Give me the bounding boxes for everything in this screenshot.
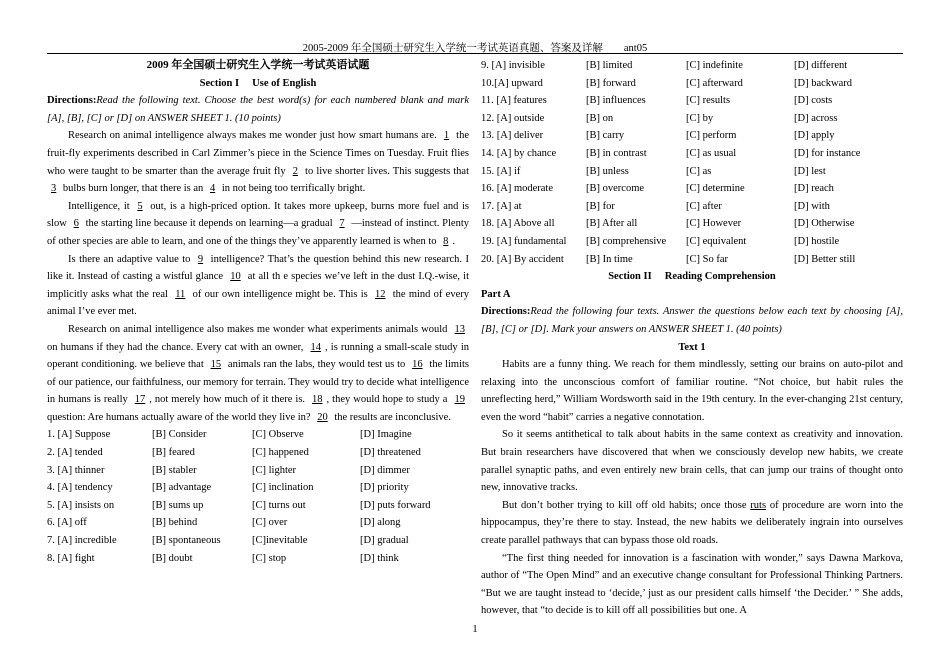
option-row: 2. [A] tended [B] feared [C] happened [D] threatened xyxy=(47,447,421,459)
blank-17: 17 xyxy=(134,394,146,406)
section2-title: Section II Reading Comprehension xyxy=(608,271,776,283)
blank-9: 9 xyxy=(197,253,204,265)
part-a-heading: Part A xyxy=(481,288,511,300)
option-row: 14. [A] by chance [B] in contrast [C] as usual [D] for instance xyxy=(481,147,861,159)
option-row: 8. [A] fight [B] doubt [C] stop [D] think xyxy=(47,552,399,564)
option-row: 6. [A] off [B] behind [C] over [D] along xyxy=(47,517,401,529)
right-column xyxy=(481,57,903,620)
blank-8: 8 xyxy=(443,235,449,247)
directions-label: Directions: xyxy=(47,95,97,107)
options-list-left xyxy=(47,426,469,567)
blank-6: 6 xyxy=(73,218,79,230)
option-row: 3. [A] thinner [B] stabler [C] lighter [D] dimmer xyxy=(47,464,410,476)
option-row: 19. [A] fundamental [B] comprehensive [C] equivalent [D] hostile xyxy=(481,235,840,247)
underlined-word: ruts xyxy=(750,499,767,511)
blank-4: 4 xyxy=(209,183,216,195)
header-rule xyxy=(47,53,903,54)
directions-text: Read the following four texts. Answer the questions below each text by choosing [A], [B], [C] or [D]. Mark your answers on ANSWER SHEET 1. (40 points) xyxy=(481,306,903,335)
option-row: 16. [A] moderate [B] overcome [C] determine [D] reach xyxy=(481,183,834,195)
option-row: 1. [A] Suppose [B] Consider [C] Observe [D] Imagine xyxy=(47,429,412,441)
option-row: 7. [A] incredible [B] spontaneous [C]inevitable [D] gradual xyxy=(47,535,409,547)
blank-11: 11 xyxy=(175,288,186,300)
blank-20: 20 xyxy=(317,411,328,423)
option-row: 18. [A] Above all [B] After all [C] However [D] Otherwise xyxy=(481,218,855,230)
blank-14: 14 xyxy=(310,341,322,353)
option-row: 11. [A] features [B] influences [C] results [D] costs xyxy=(481,95,833,107)
directions-label: Directions: xyxy=(481,306,531,318)
blank-19: 19 xyxy=(454,394,465,406)
passage-paragraph-3: Is there an adaptive value to 9 intelligence? That’s the question behind this new research. I like it. Instead of casting a wistful glance 10 at all th e species we’ve left in the dust I.Q.-wise, it implicitly asks what the real 11 of our own intelligence might be. This is 12 the mind of every animal I’ve ever met. xyxy=(47,253,470,318)
option-row: 20. [A] By accident [B] In time [C] So far [D] Better still xyxy=(481,253,856,265)
blank-12: 12 xyxy=(374,288,386,300)
option-row: 12. [A] outside [B] on [C] by [D] across xyxy=(481,112,838,124)
passage-paragraph-2: Intelligence, it 5 out, is a high-priced option. It takes more upkeep, burns more fuel and is slow 6 the starting line because it depends on learning—a gradual 7 —instead of instinct. Plenty of other species are able to learn, and one of the things they’ve apparently learned is when to 8 . xyxy=(47,200,469,247)
option-row: 4. [A] tendency [B] advantage [C] inclination [D] priority xyxy=(47,482,409,494)
blank-16: 16 xyxy=(412,359,423,371)
blank-1: 1 xyxy=(443,130,450,142)
options-list-right xyxy=(481,57,903,268)
blank-10: 10 xyxy=(230,271,241,283)
left-column xyxy=(47,57,469,567)
blank-18: 18 xyxy=(312,394,323,406)
blank-7: 7 xyxy=(339,218,345,230)
option-row: 15. [A] if [B] unless [C] as [D] lest xyxy=(481,165,826,177)
section2-directions xyxy=(481,303,903,338)
option-row: 5. [A] insists on [B] sums up [C] turns out [D] puts forward xyxy=(47,499,431,511)
blank-2: 2 xyxy=(292,165,298,177)
option-row: 13. [A] deliver [B] carry [C] perform [D] apply xyxy=(481,130,835,142)
blank-5: 5 xyxy=(137,200,143,212)
section1-title: Section I Use of English xyxy=(199,77,317,89)
text1-paragraph-4: “The first thing needed for innovation is a fascination with wonder,” says Dawna Markova, author of “The Open Mind” and an executive change consultant for Professional Thinking Partners. “But we are taught instead to ‘decide,’ just as our president calls himself ‘the Decider.’ ” She adds, however, that “to decide is to kill off all possibilities but one. A xyxy=(481,552,903,617)
text1-title: Text 1 xyxy=(678,341,706,353)
option-row: 9. [A] invisible [B] limited [C] indefinite [D] different xyxy=(481,60,848,71)
page-number: 1 xyxy=(472,624,478,635)
text1-paragraph-2: So it seems antithetical to talk about habits in the same context as creativity and innovation. But brain researchers have discovered that when we consciously develop new habits, we create parallel synaptic paths, and even entirely new brain cells, that can jump our trains of thought onto new, innovative tracks. xyxy=(481,429,903,494)
blank-15: 15 xyxy=(210,359,222,371)
text1-paragraph-3: But don’t bother trying to kill off old habits; once those ruts of procedure are worn into the hippocampus, they’re there to stay. Instead, the new habits we deliberately ingrain into ourselves create parallel pathways that can bypass those old roads. xyxy=(481,499,903,547)
passage-paragraph-4: Research on animal intelligence also makes me wonder what experiments animals would 13 on humans if they had the chance. Every cat with an owner, 14 , is running a small-scale study in operant conditioning. we believe that 15 animals ran the labs, they would test us to 16 the limits of our patience, our faithfulness, our memory for terrain. They would try to decide what intelligence in humans is really 17 , not merely how much of it there is. 18 , they would hope to study a 19 question: Are humans actually aware of the world they live in? 20 the results are inconclusive. xyxy=(47,323,469,423)
option-row: 17. [A] at [B] for [C] after [D] with xyxy=(481,200,830,212)
text1-paragraph-1: Habits are a funny thing. We reach for them mindlessly, setting our brains on auto-pilot and relaxing into the unconscious comfort of familiar routine. “Not choice, but habit rules the unreflecting herd,” William Wordsworth said in the 19th century. In the ever-changing 21st century, even the word “habit” carries a negative connotation. xyxy=(481,359,903,423)
section1-directions xyxy=(47,92,469,127)
directions-text: Read the following text. Choose the best word(s) for each numbered blank and mark [A], [B], [C] or [D] on ANSWER SHEET 1. (10 points) xyxy=(47,95,469,124)
option-row: 10.[A] upward [B] forward [C] afterward [D] backward xyxy=(481,77,853,89)
doc-title: 2009 年全国硕士研究生入学统一考试英语试题 xyxy=(146,59,370,71)
blank-13: 13 xyxy=(454,323,465,335)
passage-paragraph-1: Research on animal intelligence always makes me wonder just how smart humans are. 1 the fruit-fly experiments described in Carl Zimmer’s piece in the Science Times on Tuesday. Fruit flies who were taught to be smarter than the average fruit fly 2 to live shorter lives. This suggests that 3 bulbs burn longer, that there is an 4 in not being too terrifically bright. xyxy=(47,130,470,195)
blank-3: 3 xyxy=(51,183,57,195)
running-header: 2005-2009 年全国硕士研究生入学统一考试英语真题、答案及详解 ant05 xyxy=(302,43,648,54)
